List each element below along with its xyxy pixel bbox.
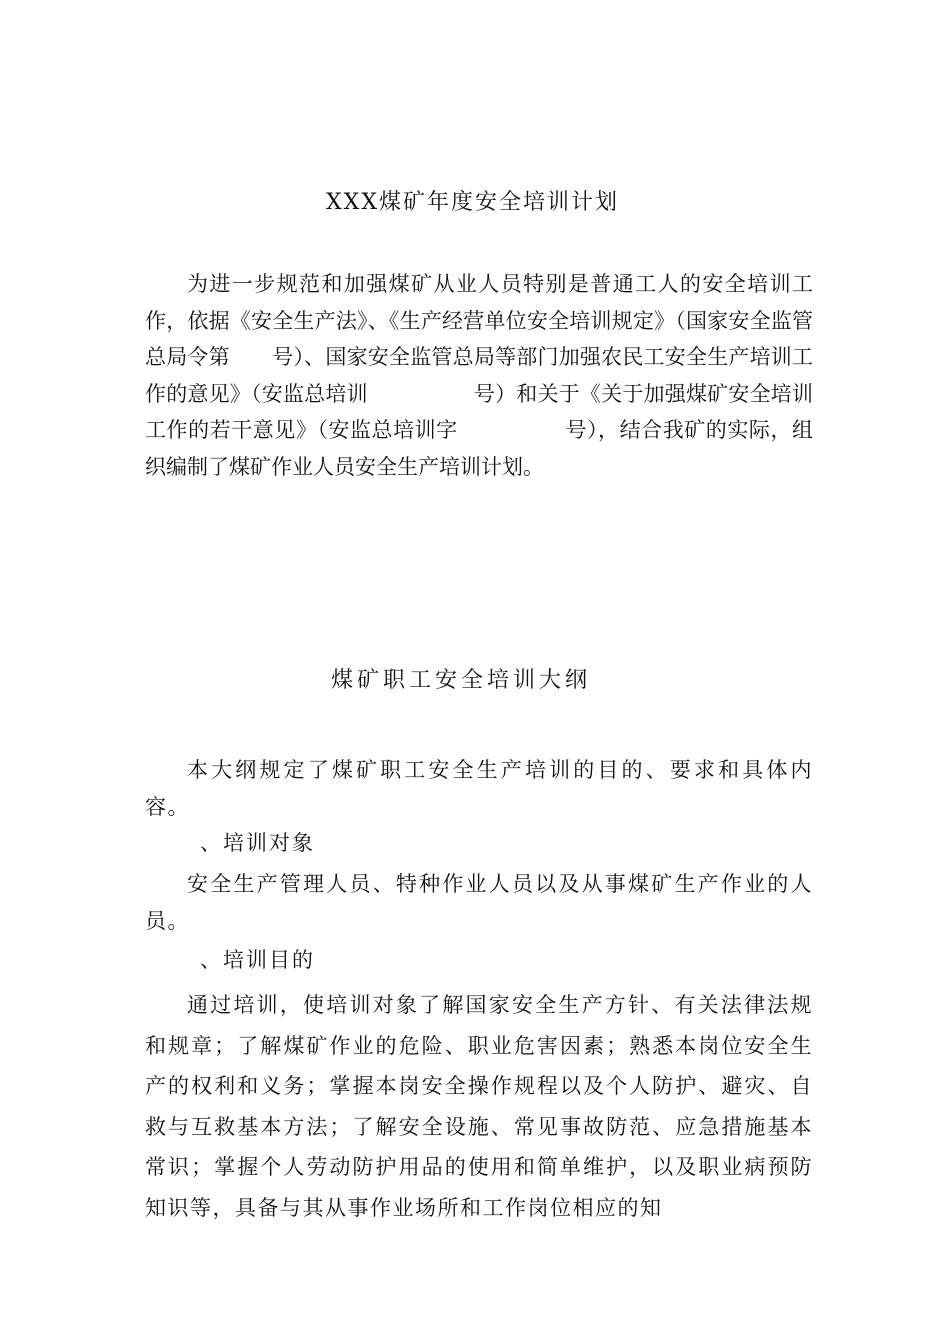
- section-heading-training-purpose: 、培训目的: [200, 948, 315, 972]
- document-title: XXX煤矿年度安全培训计划: [326, 190, 619, 215]
- outline-title: 煤矿职工安全培训大纲: [331, 668, 592, 693]
- intro-paragraph: 为进一步规范和加强煤矿从业人员特别是普通工人的安全培训工作，依据《安全生产法》、《生产经营单位安全培训规定》（国家安全监管总局令第 号）、国家安全监管总局等部门加强农民工安全生产培训工作的意见》（安监总培训 号）和关于《关于加强煤矿安全培训工作的若干意见》（安监总培训字 号），结合我矿的实际，组织编制了煤矿作业人员安全生产培训计划。: [145, 272, 813, 479]
- training-purpose-paragraph: 通过培训，使培训对象了解国家安全生产方针、有关法律法规和规章；了解煤矿作业的危险、职业危害因素；熟悉本岗位安全生产的权利和义务；掌握本岗安全操作规程以及个人防护、避灾、自救与互救基本方法；了解安全设施、常见事故防范、应急措施基本常识；掌握个人劳动防护用品的使用和简单维护，以及职业病预防知识等，具备与其从事作业场所和工作岗位相应的知: [145, 993, 813, 1220]
- training-targets-paragraph: 安全生产管理人员、特种作业人员以及从事煤矿生产作业的人员。: [145, 872, 813, 933]
- outline-intro-paragraph: 本大纲规定了煤矿职工安全生产培训的目的、要求和具体内容。: [145, 758, 813, 819]
- section-heading-training-targets: 、培训对象: [200, 831, 315, 855]
